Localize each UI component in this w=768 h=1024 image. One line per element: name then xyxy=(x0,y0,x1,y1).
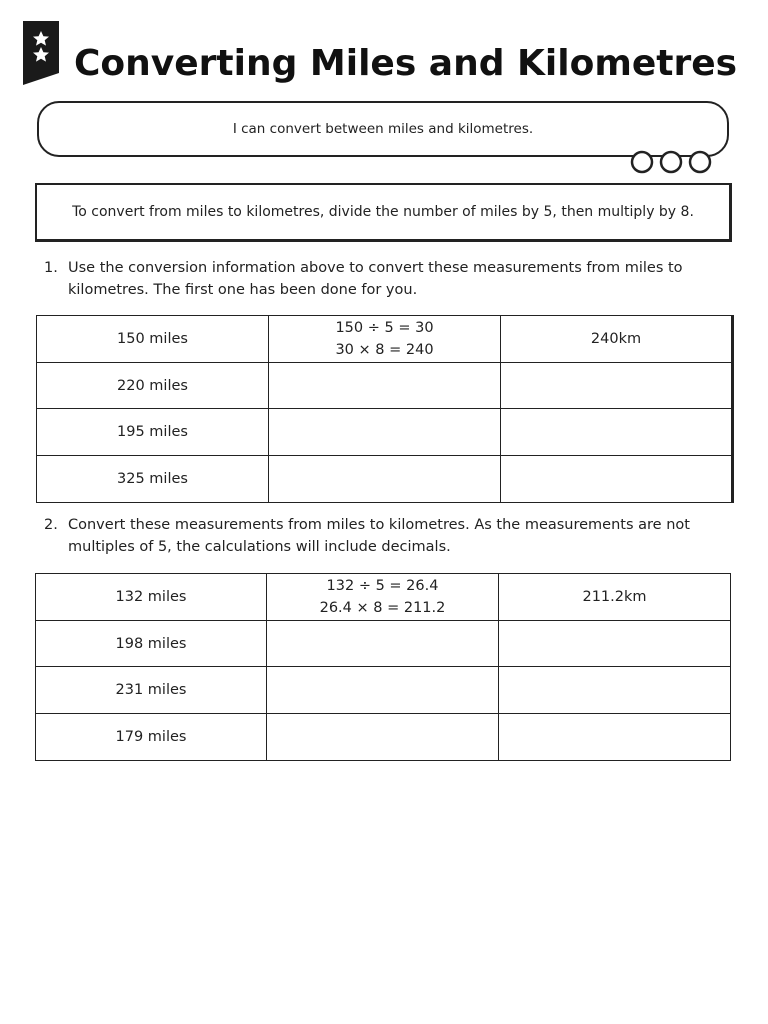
question-2-text: Convert these measurements from miles to kilometres. As the measurements are not multiples of 5, the calculations will include decimals. xyxy=(68,517,690,555)
question-1-table xyxy=(36,315,734,503)
miles-cell: 179 miles xyxy=(36,714,267,761)
table-row xyxy=(36,667,731,714)
miles-cell: 198 miles xyxy=(36,620,267,667)
calculation-cell[interactable] xyxy=(267,667,499,714)
conversion-info-text: To convert from miles to kilometres, divide the number of miles by 5, then multiply by 8. xyxy=(72,204,694,220)
calculation-line: 150 ÷ 5 = 30 xyxy=(335,319,434,336)
answer-cell[interactable]: 240km xyxy=(501,316,733,363)
table-row xyxy=(36,620,731,667)
answer-cell[interactable] xyxy=(501,362,733,409)
miles-cell: 231 miles xyxy=(36,667,267,714)
table-row xyxy=(37,362,733,409)
calculation-cell[interactable] xyxy=(269,362,501,409)
table-row xyxy=(36,714,731,761)
calculation-cell[interactable] xyxy=(267,574,499,621)
three-circles-decoration-icon xyxy=(630,150,716,174)
question-2-table xyxy=(35,573,731,761)
calculation-cell[interactable] xyxy=(267,620,499,667)
calculation-line: 26.4 × 8 = 211.2 xyxy=(319,599,446,616)
question-2-number: 2. xyxy=(44,517,58,533)
calculation-cell[interactable] xyxy=(269,316,501,363)
calculation-line: 132 ÷ 5 = 26.4 xyxy=(326,577,439,594)
table-row xyxy=(37,409,733,456)
table-row xyxy=(37,316,733,363)
answer-cell[interactable] xyxy=(499,620,731,667)
conversion-info-box xyxy=(35,183,732,242)
calculation-line: 30 × 8 = 240 xyxy=(335,341,434,358)
miles-cell: 132 miles xyxy=(36,574,267,621)
learning-objective xyxy=(37,101,729,157)
objective-text: I can convert between miles and kilometres. xyxy=(232,121,534,137)
calculation-cell[interactable] xyxy=(267,714,499,761)
calculation-cell[interactable] xyxy=(269,456,501,503)
answer-cell[interactable]: 211.2km xyxy=(499,574,731,621)
miles-cell: 150 miles xyxy=(37,316,269,363)
two-stars-bookmark-icon xyxy=(23,21,59,85)
table-row xyxy=(37,456,733,503)
answer-cell[interactable] xyxy=(501,409,733,456)
miles-cell: 195 miles xyxy=(37,409,269,456)
table-row xyxy=(36,574,731,621)
answer-cell[interactable] xyxy=(499,667,731,714)
miles-cell: 220 miles xyxy=(37,362,269,409)
page-title: Converting Miles and Kilometres xyxy=(74,43,738,84)
question-1-number: 1. xyxy=(44,260,58,276)
answer-cell[interactable] xyxy=(501,456,733,503)
calculation-cell[interactable] xyxy=(269,409,501,456)
question-1-text: Use the conversion information above to convert these measurements from miles to kilometres. The first one has been done for you. xyxy=(68,260,683,298)
miles-cell: 325 miles xyxy=(37,456,269,503)
answer-cell[interactable] xyxy=(499,714,731,761)
